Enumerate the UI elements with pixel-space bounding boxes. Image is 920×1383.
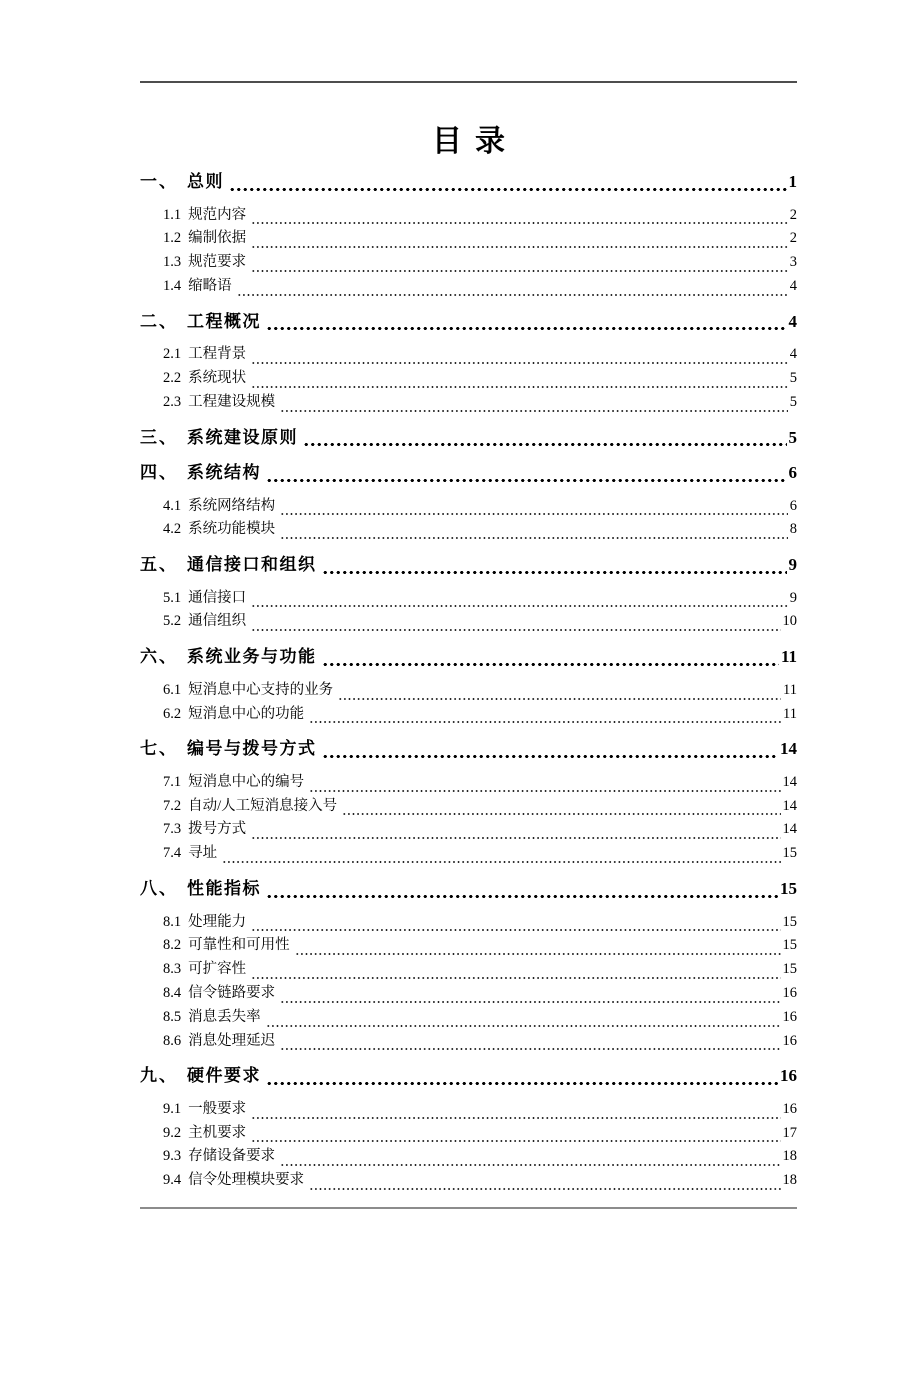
toc-page-number: 16 bbox=[782, 984, 797, 1001]
toc-entry-number: 8.1 bbox=[163, 913, 182, 930]
toc-entry-title: 消息丢失率 bbox=[188, 1008, 261, 1025]
toc-entry[interactable] bbox=[140, 251, 797, 275]
toc-page-number: 18 bbox=[782, 1148, 797, 1165]
toc-entry-number: 9.1 bbox=[163, 1100, 182, 1117]
toc-entry-title: 短消息中心支持的业务 bbox=[188, 681, 334, 698]
toc-entry-title: 系统业务与功能 bbox=[187, 647, 317, 667]
toc-entry-number: 8.5 bbox=[163, 1008, 182, 1025]
toc-entry-number: 一、 bbox=[140, 172, 178, 191]
toc-entry[interactable] bbox=[140, 426, 797, 451]
toc-entry-number: 九、 bbox=[140, 1066, 178, 1086]
toc-entry-number: 8.2 bbox=[163, 937, 182, 954]
toc-page-number: 5 bbox=[789, 369, 797, 386]
toc-page-number: 4 bbox=[788, 311, 797, 331]
dot-leader-icon bbox=[309, 1185, 780, 1191]
toc-entry-title: 编号与拨号方式 bbox=[187, 739, 317, 759]
toc-entry-number: 7.1 bbox=[163, 773, 182, 790]
toc-entry[interactable] bbox=[140, 1122, 797, 1146]
toc-entry-number: 二、 bbox=[140, 311, 178, 331]
toc-entry[interactable] bbox=[140, 1030, 797, 1054]
toc-page-number: 2 bbox=[789, 206, 797, 223]
toc-entry[interactable] bbox=[140, 958, 797, 982]
toc-page-number: 17 bbox=[782, 1124, 797, 1141]
toc-entry-title: 工程建设规模 bbox=[188, 393, 276, 410]
toc-entry-number: 6.2 bbox=[163, 705, 182, 722]
toc-entry[interactable] bbox=[140, 1006, 797, 1030]
toc-entry[interactable] bbox=[140, 877, 797, 902]
dot-leader-icon bbox=[266, 1080, 778, 1086]
toc-entry-number: 1.1 bbox=[163, 206, 182, 223]
toc-entry-number: 1.4 bbox=[163, 277, 182, 294]
toc-entry-number: 4.1 bbox=[163, 497, 182, 514]
toc-entry[interactable] bbox=[140, 587, 797, 611]
toc-entry[interactable] bbox=[140, 343, 797, 367]
toc-page-number: 5 bbox=[789, 393, 797, 410]
dot-leader-icon bbox=[237, 291, 788, 297]
toc-entry-number: 7.3 bbox=[163, 821, 182, 838]
table-of-contents bbox=[140, 170, 797, 1193]
toc-entry-number: 9.3 bbox=[163, 1148, 182, 1165]
dot-leader-icon bbox=[303, 441, 787, 447]
toc-entry[interactable] bbox=[140, 461, 797, 486]
toc-entry[interactable] bbox=[140, 703, 797, 727]
toc-entry-number: 9.4 bbox=[163, 1172, 182, 1189]
toc-entry-title: 消息处理延迟 bbox=[188, 1032, 276, 1049]
dot-leader-icon bbox=[251, 1114, 780, 1120]
dot-leader-icon bbox=[280, 1045, 780, 1051]
toc-entry-number: 四、 bbox=[140, 463, 178, 483]
toc-entry-title: 可扩容性 bbox=[188, 961, 247, 978]
toc-page-number: 11 bbox=[783, 705, 797, 722]
toc-entry-title: 系统建设原则 bbox=[187, 427, 298, 447]
toc-entry[interactable] bbox=[140, 982, 797, 1006]
toc-entry-number: 三、 bbox=[140, 427, 178, 447]
toc-entry-title: 自动/人工短消息接入号 bbox=[188, 797, 338, 814]
toc-entry[interactable] bbox=[140, 518, 797, 542]
dot-leader-icon bbox=[342, 810, 780, 816]
toc-entry[interactable] bbox=[140, 227, 797, 251]
dot-leader-icon bbox=[322, 753, 779, 759]
toc-entry-number: 7.4 bbox=[163, 845, 182, 862]
toc-entry-title: 信令处理模块要求 bbox=[188, 1172, 305, 1189]
toc-entry[interactable] bbox=[140, 818, 797, 842]
dot-leader-icon bbox=[266, 477, 787, 483]
dot-leader-icon bbox=[280, 510, 788, 516]
toc-entry-number: 9.2 bbox=[163, 1124, 182, 1141]
dot-leader-icon bbox=[251, 243, 788, 249]
toc-entry[interactable] bbox=[140, 645, 797, 670]
toc-entry-title: 寻址 bbox=[188, 845, 218, 862]
dot-leader-icon bbox=[251, 926, 780, 932]
toc-page-number: 9 bbox=[789, 589, 797, 606]
toc-entry[interactable] bbox=[140, 795, 797, 819]
toc-entry-title: 信令链路要求 bbox=[188, 984, 276, 1001]
dot-leader-icon bbox=[338, 695, 781, 701]
toc-entry-number: 2.3 bbox=[163, 393, 182, 410]
dot-leader-icon bbox=[251, 1137, 780, 1143]
toc-entry-title: 可靠性和可用性 bbox=[188, 937, 290, 954]
toc-entry[interactable] bbox=[140, 391, 797, 415]
toc-page-number: 8 bbox=[789, 521, 797, 538]
toc-entry-title: 性能指标 bbox=[187, 879, 261, 899]
toc-entry-title: 短消息中心的编号 bbox=[188, 773, 305, 790]
toc-entry-number: 8.6 bbox=[163, 1032, 182, 1049]
toc-page-number: 4 bbox=[789, 346, 797, 363]
toc-page-number: 3 bbox=[789, 254, 797, 271]
toc-page-number: 15 bbox=[780, 879, 797, 899]
dot-leader-icon bbox=[295, 950, 781, 956]
dot-leader-icon bbox=[222, 858, 780, 864]
dot-leader-icon bbox=[251, 219, 788, 225]
toc-page-number: 14 bbox=[782, 797, 797, 814]
toc-page-number: 16 bbox=[782, 1008, 797, 1025]
toc-entry-number: 4.2 bbox=[163, 521, 182, 538]
toc-entry[interactable] bbox=[140, 1145, 797, 1169]
toc-entry-title: 主机要求 bbox=[188, 1124, 247, 1141]
toc-entry-title: 短消息中心的功能 bbox=[188, 705, 305, 722]
toc-page-number: 15 bbox=[782, 913, 797, 930]
footer-rule bbox=[140, 1207, 797, 1209]
toc-entry[interactable] bbox=[140, 204, 797, 228]
dot-leader-icon bbox=[251, 602, 788, 608]
dot-leader-icon bbox=[280, 534, 788, 540]
toc-entry-title: 缩略语 bbox=[188, 277, 232, 294]
dot-leader-icon bbox=[280, 998, 780, 1004]
toc-entry-title: 一般要求 bbox=[188, 1100, 247, 1117]
toc-page-number: 15 bbox=[782, 961, 797, 978]
toc-page-number: 6 bbox=[789, 497, 797, 514]
toc-entry-title: 系统结构 bbox=[187, 463, 261, 483]
toc-entry-title: 处理能力 bbox=[188, 913, 247, 930]
dot-leader-icon bbox=[309, 787, 780, 793]
toc-entry-title: 规范要求 bbox=[188, 254, 247, 271]
toc-entry[interactable] bbox=[140, 842, 797, 866]
toc-entry[interactable] bbox=[140, 367, 797, 391]
toc-entry[interactable] bbox=[140, 1169, 797, 1193]
toc-entry-number: 2.1 bbox=[163, 346, 182, 363]
toc-page-number: 14 bbox=[782, 821, 797, 838]
toc-page-number: 9 bbox=[788, 555, 797, 575]
toc-entry[interactable] bbox=[140, 679, 797, 703]
dot-leader-icon bbox=[280, 1161, 780, 1167]
toc-entry-number: 八、 bbox=[140, 879, 178, 899]
toc-page-number: 1 bbox=[788, 172, 797, 191]
toc-page-number: 16 bbox=[780, 1066, 797, 1086]
toc-entry-number: 5.2 bbox=[163, 613, 182, 630]
toc-entry-number: 2.2 bbox=[163, 369, 182, 386]
toc-entry[interactable] bbox=[140, 170, 797, 195]
toc-entry-number: 七、 bbox=[140, 739, 178, 759]
header-rule bbox=[140, 81, 797, 83]
toc-page-number: 15 bbox=[782, 937, 797, 954]
dot-leader-icon bbox=[322, 661, 779, 667]
toc-page-number: 5 bbox=[788, 427, 797, 447]
toc-page-number: 2 bbox=[789, 230, 797, 247]
dot-leader-icon bbox=[280, 407, 788, 413]
toc-entry[interactable] bbox=[140, 934, 797, 958]
toc-page-number: 11 bbox=[783, 681, 797, 698]
dot-leader-icon bbox=[251, 267, 788, 273]
toc-page-number: 18 bbox=[782, 1172, 797, 1189]
toc-page-number: 10 bbox=[782, 613, 797, 630]
toc-entry-number: 1.3 bbox=[163, 254, 182, 271]
dot-leader-icon bbox=[251, 359, 788, 365]
toc-entry[interactable] bbox=[140, 1098, 797, 1122]
toc-entry[interactable] bbox=[140, 495, 797, 519]
toc-entry-title: 工程背景 bbox=[188, 346, 247, 363]
dot-leader-icon bbox=[266, 325, 787, 331]
toc-entry-number: 7.2 bbox=[163, 797, 182, 814]
toc-entry[interactable] bbox=[140, 275, 797, 299]
toc-entry-number: 六、 bbox=[140, 647, 178, 667]
dot-leader-icon bbox=[251, 626, 780, 632]
toc-page-number: 11 bbox=[780, 647, 797, 667]
toc-entry-title: 编制依据 bbox=[188, 230, 247, 247]
toc-page-number: 6 bbox=[788, 463, 797, 483]
toc-entry-title: 通信接口和组织 bbox=[187, 555, 317, 575]
toc-entry-title: 工程概况 bbox=[187, 311, 261, 331]
toc-page-number: 16 bbox=[782, 1032, 797, 1049]
toc-entry[interactable] bbox=[140, 737, 797, 762]
dot-leader-icon bbox=[251, 383, 788, 389]
dot-leader-icon bbox=[229, 186, 787, 192]
toc-entry-number: 五、 bbox=[140, 555, 178, 575]
toc-entry-title: 通信组织 bbox=[188, 613, 247, 630]
toc-entry-number: 6.1 bbox=[163, 681, 182, 698]
toc-page-number: 14 bbox=[782, 773, 797, 790]
document-page bbox=[0, 81, 920, 1209]
toc-entry[interactable] bbox=[140, 553, 797, 578]
toc-entry[interactable] bbox=[140, 771, 797, 795]
toc-page-number: 14 bbox=[780, 739, 797, 759]
toc-entry-title: 系统网络结构 bbox=[188, 497, 276, 514]
toc-entry-title: 系统现状 bbox=[188, 369, 247, 386]
dot-leader-icon bbox=[251, 974, 780, 980]
page-title: 目录 bbox=[432, 125, 518, 158]
toc-entry-title: 硬件要求 bbox=[187, 1066, 261, 1086]
toc-entry-title: 存储设备要求 bbox=[188, 1148, 276, 1165]
toc-page-number: 4 bbox=[789, 277, 797, 294]
toc-entry-title: 系统功能模块 bbox=[188, 521, 276, 538]
toc-entry[interactable] bbox=[140, 610, 797, 634]
toc-entry-title: 总则 bbox=[187, 172, 224, 191]
toc-entry-title: 拨号方式 bbox=[188, 821, 247, 838]
toc-entry-title: 规范内容 bbox=[188, 206, 247, 223]
dot-leader-icon bbox=[251, 834, 780, 840]
dot-leader-icon bbox=[266, 893, 778, 899]
toc-page-number: 15 bbox=[782, 845, 797, 862]
toc-entry[interactable] bbox=[140, 1064, 797, 1089]
toc-entry-number: 8.4 bbox=[163, 984, 182, 1001]
toc-entry[interactable] bbox=[140, 911, 797, 935]
dot-leader-icon bbox=[322, 569, 787, 575]
toc-entry[interactable] bbox=[140, 310, 797, 335]
toc-entry-title: 通信接口 bbox=[188, 589, 247, 606]
toc-entry-number: 1.2 bbox=[163, 230, 182, 247]
dot-leader-icon bbox=[266, 1022, 781, 1028]
toc-entry-number: 8.3 bbox=[163, 961, 182, 978]
toc-entry-number: 5.1 bbox=[163, 589, 182, 606]
dot-leader-icon bbox=[309, 718, 781, 724]
toc-page-number: 16 bbox=[782, 1100, 797, 1117]
